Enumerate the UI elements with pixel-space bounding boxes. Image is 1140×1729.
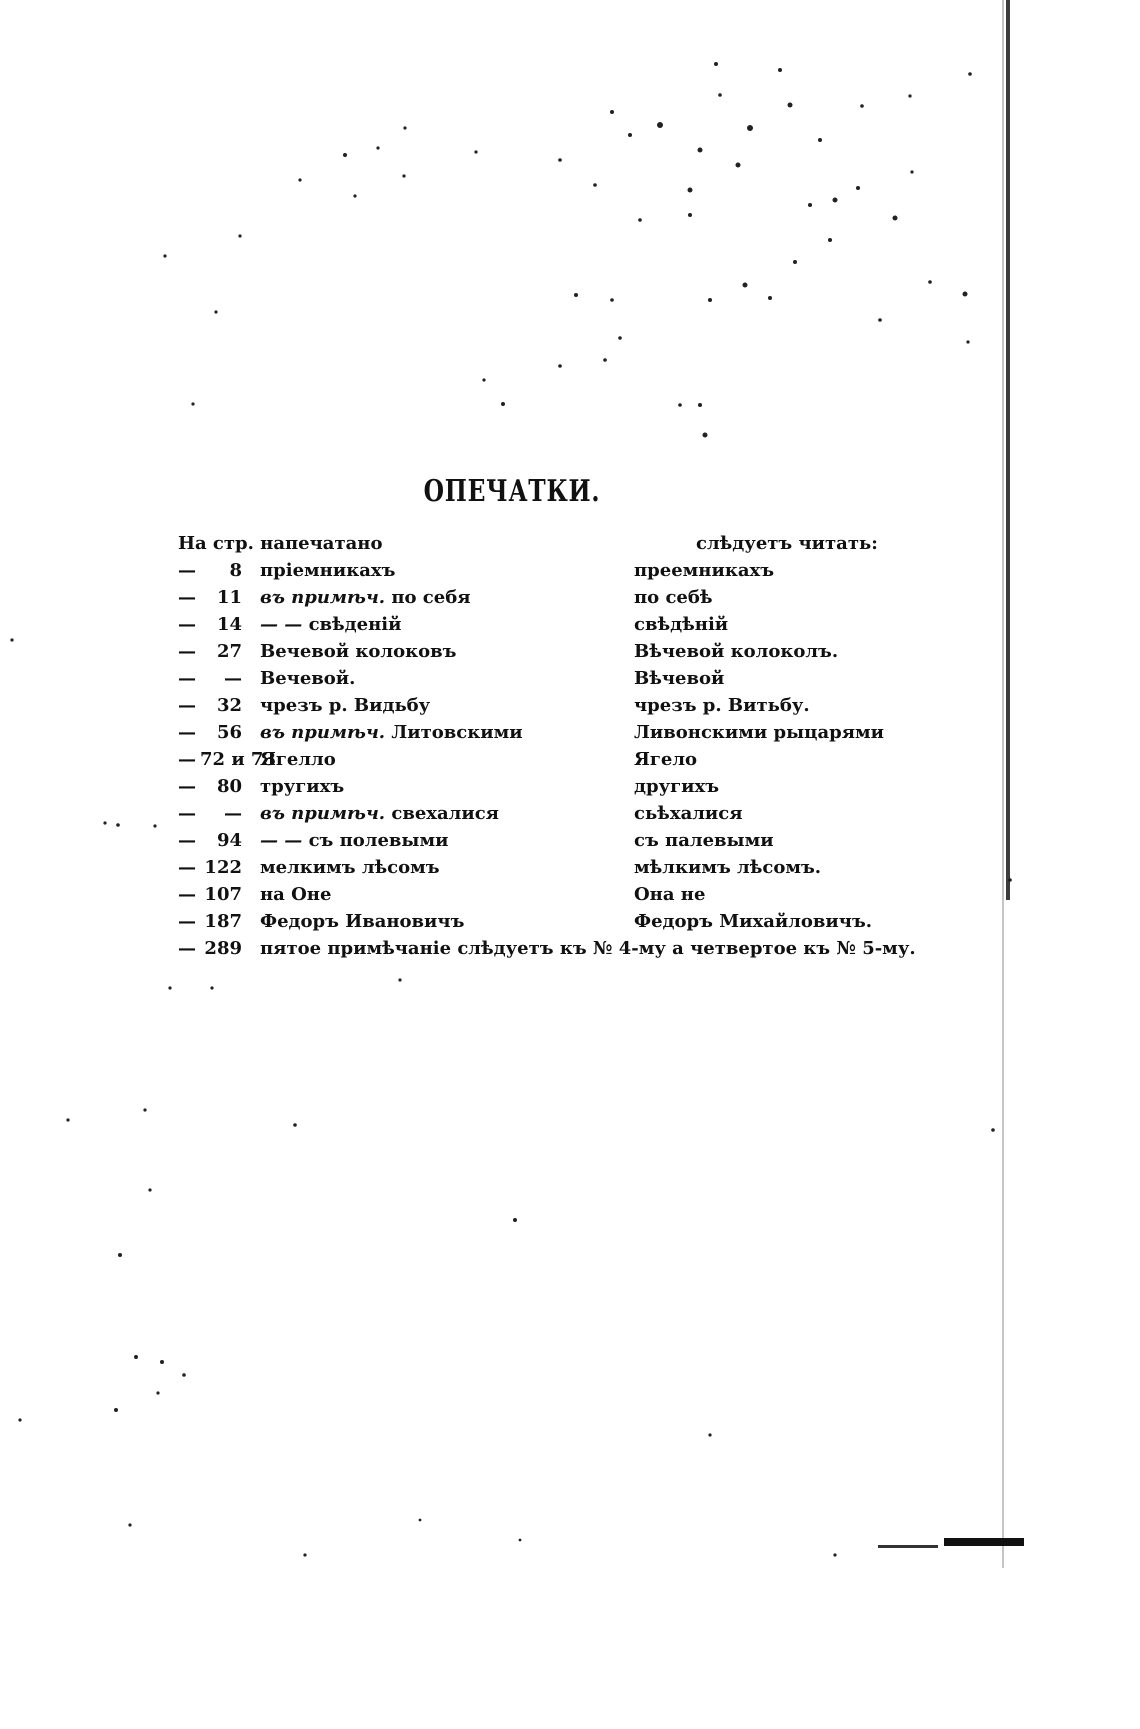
row-dash: — [178, 614, 196, 635]
row-page-number: 32 [216, 695, 242, 716]
row-page-number: — [224, 668, 242, 689]
row-note-text: пятое примѣчаніе слѣдуетъ къ № 4-му а четвертое къ № 5-му. [260, 938, 916, 959]
row-correct-text: Ливонскими рыцарями [634, 722, 884, 743]
row-printed-word: Федоръ Ивановичъ [260, 911, 465, 932]
bottom-ink-mark [878, 1545, 938, 1548]
row-printed-word: по себя [391, 587, 471, 608]
row-printed-text [260, 692, 430, 719]
row-dash: — [178, 830, 196, 851]
header-printed-label: На стр. напечатано [178, 533, 383, 554]
row-page-number: 14 [216, 614, 242, 635]
row-printed-text [260, 827, 448, 854]
row-note: въ примѣч. [260, 803, 386, 824]
row-printed-word: Ягелло [260, 749, 336, 770]
row-note: въ примѣч. [260, 722, 386, 743]
row-correct-text: по себѣ [634, 587, 713, 608]
row-dash: — [178, 911, 196, 932]
row-printed-text [260, 746, 336, 773]
row-printed-word: съ полевыми [308, 830, 449, 851]
row-dash: — [178, 938, 196, 959]
row-printed-word: Литовскими [391, 722, 523, 743]
row-note: — — [260, 614, 303, 635]
row-printed-text [260, 584, 471, 611]
row-printed-text [260, 665, 355, 692]
row-correct-text: Федоръ Михайловичъ. [634, 911, 873, 932]
row-printed-text [260, 611, 402, 638]
row-printed-text [260, 638, 456, 665]
row-printed-text [260, 881, 331, 908]
errata-row [178, 611, 938, 638]
row-page-number: 187 [204, 911, 242, 932]
row-page-number: 27 [216, 641, 242, 662]
row-page-number: 80 [216, 776, 242, 797]
errata-row [178, 881, 938, 908]
row-dash: — [178, 857, 196, 878]
row-dash: — [178, 803, 196, 824]
row-dash: — [178, 884, 196, 905]
row-dash: — [178, 560, 196, 581]
row-note: въ примѣч. [260, 587, 386, 608]
row-page-number: 289 [204, 938, 242, 959]
row-page-number: 122 [204, 857, 242, 878]
errata-row [178, 557, 938, 584]
row-printed-text [260, 773, 344, 800]
errata-table [178, 530, 938, 962]
row-printed-text [260, 557, 395, 584]
row-page-number: 94 [216, 830, 242, 851]
row-printed-word: мелкимъ лѣсомъ [260, 857, 440, 878]
row-page-number: 8 [229, 560, 242, 581]
row-correct-text: свѣдѣній [634, 614, 729, 635]
errata-row [178, 584, 938, 611]
page-edge-shadow [1006, 0, 1010, 900]
row-printed-word: свехалися [391, 803, 499, 824]
row-dash: — [178, 749, 196, 770]
errata-row [178, 638, 938, 665]
errata-last-row [178, 935, 938, 962]
row-printed-word: Вечевой. [260, 668, 356, 689]
row-dash: — [178, 641, 196, 662]
row-page-number: 11 [216, 587, 242, 608]
errata-row [178, 719, 938, 746]
row-correct-text: другихъ [634, 776, 720, 797]
row-printed-word: свѣденій [308, 614, 402, 635]
errata-row [178, 692, 938, 719]
row-dash: — [178, 587, 196, 608]
row-note: — — [260, 830, 303, 851]
row-printed-text [260, 854, 440, 881]
row-correct-text: Вѣчевой колоколъ. [634, 641, 839, 662]
errata-row [178, 827, 938, 854]
row-page-number: 72 и 73 [200, 749, 276, 770]
row-dash: — [178, 776, 196, 797]
row-dash: — [178, 722, 196, 743]
row-page-number: 56 [216, 722, 242, 743]
header-correct-label: слѣдуетъ читать: [696, 533, 878, 554]
row-correct-text: Вѣчевой [634, 668, 725, 689]
page-edge-line [1002, 0, 1004, 1568]
errata-row [178, 773, 938, 800]
row-page-number: 107 [204, 884, 242, 905]
row-printed-text [260, 800, 499, 827]
row-printed-text [260, 719, 523, 746]
row-correct-text: чрезъ р. Витьбу. [634, 695, 810, 716]
page-title: ОПЕЧАТКИ. [423, 474, 601, 509]
row-correct-text: съ палевыми [634, 830, 774, 851]
row-correct-text: Она не [634, 884, 706, 905]
row-printed-word: пріемникахъ [260, 560, 396, 581]
row-page-number: — [224, 803, 242, 824]
row-printed-text [260, 908, 464, 935]
errata-header [178, 530, 938, 557]
errata-row [178, 800, 938, 827]
errata-row [178, 854, 938, 881]
row-dash: — [178, 668, 196, 689]
row-correct-text: мѣлкимъ лѣсомъ. [634, 857, 822, 878]
bottom-ink-bar [944, 1538, 1024, 1546]
errata-row [178, 746, 938, 773]
errata-rows [178, 557, 938, 935]
row-correct-text: преемникахъ [634, 560, 775, 581]
errata-row [178, 665, 938, 692]
row-printed-word: Вечевой колоковъ [260, 641, 457, 662]
row-correct-text: сьѣхалися [634, 803, 743, 824]
row-printed-word: тругихъ [260, 776, 345, 797]
row-printed-word: на Оне [260, 884, 332, 905]
row-correct-text: Ягело [634, 749, 698, 770]
errata-row [178, 908, 938, 935]
row-dash: — [178, 695, 196, 716]
row-printed-word: чрезъ р. Видьбу [260, 695, 431, 716]
